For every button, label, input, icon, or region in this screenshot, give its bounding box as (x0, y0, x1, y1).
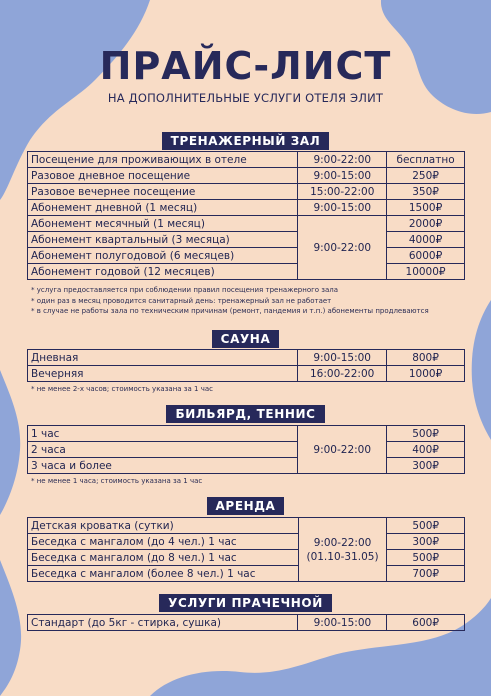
table-row (28, 184, 465, 200)
page-title: ПРАЙС-ЛИСТ (99, 44, 392, 88)
service-price: 800₽ (387, 350, 465, 366)
service-name: Абонемент полугодовой (6 месяцев) (28, 248, 298, 264)
laundry-section-heading (0, 592, 491, 612)
table-row (28, 550, 465, 566)
gym-price-table (27, 151, 465, 280)
blob-bottom-left (0, 560, 21, 696)
table-row (28, 152, 465, 168)
note: * один раз в месяц проводится санитарный день: тренажерный зал не работает (31, 296, 332, 305)
laundry-price-table (27, 614, 465, 631)
service-price: 2000₽ (387, 216, 465, 232)
billiard-notes (31, 476, 202, 487)
sauna-heading-label: САУНА (212, 330, 280, 348)
service-name: 1 час (28, 426, 298, 442)
table-row (28, 366, 465, 382)
sauna-notes (31, 384, 213, 395)
service-name: Стандарт (до 5кг - стирка, сушка) (28, 615, 298, 631)
service-name: Вечерняя (28, 366, 298, 382)
table-row (28, 426, 465, 442)
service-price: 6000₽ (387, 248, 465, 264)
service-name: 2 часа (28, 442, 298, 458)
gym-heading-label: ТРЕНАЖЕРНЫЙ ЗАЛ (162, 132, 330, 150)
service-name: 3 часа и более (28, 458, 298, 474)
table-row (28, 534, 465, 550)
service-price: 350₽ (387, 184, 465, 200)
service-time: 9:00-15:00 (298, 350, 387, 366)
table-row (28, 248, 465, 264)
service-name: Абонемент квартальный (3 месяца) (28, 232, 298, 248)
service-name: Беседка с мангалом (до 8 чел.) 1 час (28, 550, 299, 566)
table-row (28, 350, 465, 366)
service-price: 300₽ (387, 534, 465, 550)
rent-price-table (27, 517, 465, 582)
service-name: Абонемент месячный (1 месяц) (28, 216, 298, 232)
service-price: 4000₽ (387, 232, 465, 248)
blob-bottom (150, 598, 491, 696)
service-price: бесплатно (387, 152, 465, 168)
note: * не менее 2-х часов; стоимость указана за 1 час (31, 385, 213, 393)
blob-left-middle (0, 370, 20, 515)
service-time: 9:00-22:00 (298, 152, 387, 168)
service-price: 250₽ (387, 168, 465, 184)
table-row (28, 458, 465, 474)
table-row (28, 264, 465, 280)
table-row (28, 168, 465, 184)
table-row (28, 518, 465, 534)
gym-notes (31, 285, 429, 317)
note: * не менее 1 часа; стоимость указана за 1 час (31, 477, 203, 485)
note: * в случае не работы зала по техническим причинам (ремонт, пандемия и т.п.) абонементы продлеваются (31, 307, 429, 315)
service-price: 1500₽ (387, 200, 465, 216)
service-name: Абонемент дневной (1 месяц) (28, 200, 298, 216)
service-time: 9:00-22:00 (298, 216, 387, 280)
laundry-heading-label: УСЛУГИ ПРАЧЕЧНОЙ (159, 594, 332, 612)
service-time-cell (298, 518, 387, 582)
service-price: 1000₽ (387, 366, 465, 382)
service-price: 400₽ (387, 442, 465, 458)
billiard-heading-label: БИЛЬЯРД, ТЕННИС (166, 405, 324, 423)
table-row (28, 216, 465, 232)
service-price: 700₽ (387, 566, 465, 582)
gym-section-heading (0, 130, 491, 150)
service-price: 300₽ (387, 458, 465, 474)
table-row (28, 442, 465, 458)
service-time: 9:00-15:00 (298, 200, 387, 216)
service-name: Дневная (28, 350, 298, 366)
service-name: Беседка с мангалом (более 8 чел.) 1 час (28, 566, 299, 582)
table-row (28, 232, 465, 248)
service-time: 16:00-22:00 (298, 366, 387, 382)
service-price: 500₽ (387, 550, 465, 566)
service-price: 500₽ (387, 518, 465, 534)
table-row (28, 615, 465, 631)
service-name: Абонемент годовой (12 месяцев) (28, 264, 298, 280)
sauna-price-table (27, 349, 465, 382)
service-time: 9:00-22:00 (313, 536, 372, 549)
service-time: 9:00-15:00 (298, 615, 387, 631)
service-name: Беседка с мангалом (до 4 чел.) 1 час (28, 534, 299, 550)
service-price: 10000₽ (387, 264, 465, 280)
sauna-section-heading (0, 328, 491, 348)
service-time: 9:00-22:00 (298, 426, 387, 474)
service-name: Разовое вечернее посещение (28, 184, 298, 200)
service-price: 500₽ (387, 426, 465, 442)
rent-heading-label: АРЕНДА (207, 497, 285, 515)
table-row (28, 200, 465, 216)
page-subtitle: НА ДОПОЛНИТЕЛЬНЫЕ УСЛУГИ ОТЕЛЯ ЭЛИТ (107, 91, 384, 105)
service-time: 15:00-22:00 (298, 184, 387, 200)
service-period: (01.10-31.05) (306, 550, 379, 563)
billiard-section-heading (0, 403, 491, 423)
service-name: Посещение для проживающих в отеле (28, 152, 298, 168)
billiard-price-table (27, 425, 465, 474)
service-name: Разовое дневное посещение (28, 168, 298, 184)
table-row (28, 566, 465, 582)
note: * услуга предоставляется при соблюдении правил посещения тренажерного зала (31, 286, 339, 294)
service-time: 9:00-15:00 (298, 168, 387, 184)
service-price: 600₽ (387, 615, 465, 631)
service-name: Детская кроватка (сутки) (28, 518, 299, 534)
rent-section-heading (0, 495, 491, 515)
